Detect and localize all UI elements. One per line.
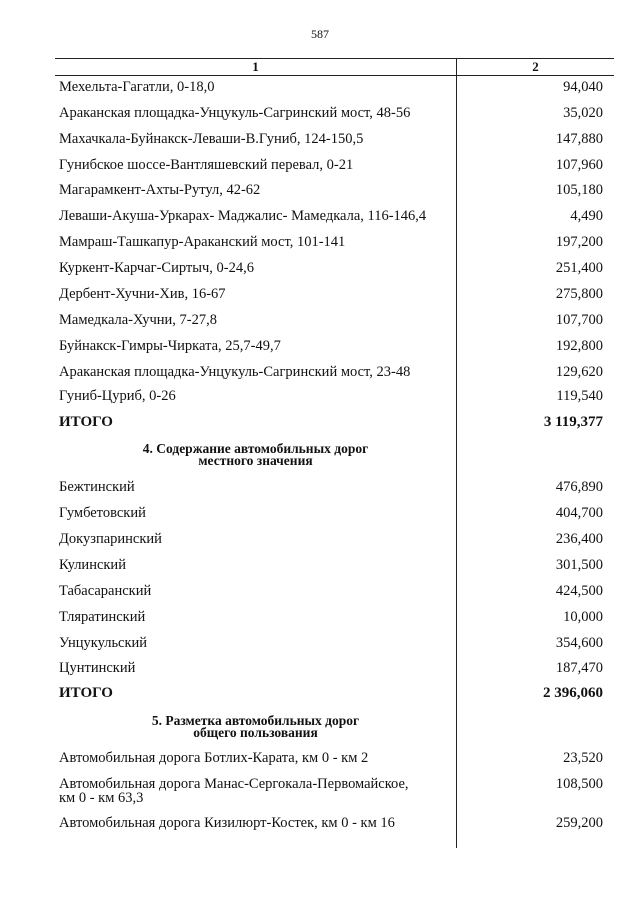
row-value: 105,180 <box>555 182 603 198</box>
section4-title-line1: 4. Содержание автомобильных дорог <box>142 441 369 456</box>
row-value: 187,470 <box>555 660 603 676</box>
header-col-1: 1 <box>252 59 259 74</box>
row-name: Унцукульский <box>59 635 148 651</box>
total-value: 2 396,060 <box>543 685 603 701</box>
row-name-line1: Автомобильная дорога Манас-Сергокала-Первомайское, <box>59 776 409 792</box>
page-number: 587 <box>311 27 329 41</box>
row-value: 251,400 <box>555 260 603 276</box>
row-value: 129,620 <box>555 364 603 380</box>
row-name: Мехельта-Гагатли, 0-18,0 <box>59 79 215 95</box>
row-name: Куркент-Карчаг-Сиртыч, 0-24,6 <box>59 260 254 276</box>
row-value: 119,540 <box>556 388 603 404</box>
row-name: Гунибское шоссе-Вантляшевский перевал, 0-21 <box>59 157 354 173</box>
row-value: 107,960 <box>555 157 603 173</box>
row-value: 424,500 <box>555 583 603 599</box>
row-value: 94,040 <box>563 79 603 95</box>
row-value: 236,400 <box>555 531 603 547</box>
row-value: 259,200 <box>555 815 603 831</box>
row-name: Леваши-Акуша-Уркарах- Маджалис- Мамедкала, 116-146,4 <box>59 208 427 224</box>
row-name: Буйнакск-Гимры-Чирката, 25,7-49,7 <box>59 338 281 354</box>
row-value: 10,000 <box>563 609 603 625</box>
column-divider <box>456 58 457 848</box>
table-header <box>55 58 614 76</box>
row-value: 23,520 <box>563 750 603 766</box>
row-value: 192,800 <box>555 338 603 354</box>
row-name-line2: км 0 - км 63,3 <box>59 790 144 806</box>
row-name: Араканская площадка-Унцукуль-Сагринский мост, 48-56 <box>59 105 411 121</box>
row-name: Бежтинский <box>59 479 135 495</box>
row-name: Магарамкент-Ахты-Рутул, 42-62 <box>59 182 261 198</box>
total-label: ИТОГО <box>59 685 113 701</box>
section4-title-line2: местного значения <box>198 453 313 468</box>
row-value: 301,500 <box>555 557 603 573</box>
row-name: Гумбетовский <box>59 505 146 521</box>
budget-table <box>55 58 614 848</box>
row-value: 35,020 <box>563 105 603 121</box>
row-name: Дербент-Хучни-Хив, 16-67 <box>59 286 226 302</box>
row-name: Махачкала-Буйнакск-Леваши-В.Гуниб, 124-150,5 <box>59 131 364 147</box>
row-value: 147,880 <box>555 131 603 147</box>
row-value: 354,600 <box>555 635 603 651</box>
row-value: 275,800 <box>555 286 603 302</box>
section5-title-line1: 5. Разметка автомобильных дорог <box>151 713 360 728</box>
total-value: 3 119,377 <box>543 414 603 430</box>
header-col-2: 2 <box>532 59 539 74</box>
row-name: Мамраш-Ташкапур-Араканский мост, 101-141 <box>59 234 346 250</box>
total-label: ИТОГО <box>59 414 113 430</box>
row-name: Табасаранский <box>59 583 152 599</box>
row-value: 404,700 <box>555 505 603 521</box>
row-name: Докузпаринский <box>59 531 162 547</box>
row-name: Мамедкала-Хучни, 7-27,8 <box>59 312 217 328</box>
row-value: 4,490 <box>570 208 603 224</box>
section5-title-line2: общего пользования <box>193 725 318 740</box>
row-value: 476,890 <box>555 479 603 495</box>
row-name: Автомобильная дорога Кизилюрт-Костек, км 0 - км 16 <box>59 815 395 831</box>
row-value: 197,200 <box>555 234 603 250</box>
row-name: Автомобильная дорога Ботлих-Карата, км 0 - км 2 <box>59 750 369 766</box>
row-name: Кулинский <box>59 557 126 573</box>
row-name: Цунтинский <box>59 660 136 676</box>
row-value: 107,700 <box>555 312 603 328</box>
row-value: 108,500 <box>555 776 603 792</box>
row-name: Араканская площадка-Унцукуль-Сагринский мост, 23-48 <box>59 364 411 380</box>
row-name: Тляратинский <box>59 609 146 625</box>
row-name: Гуниб-Цуриб, 0-26 <box>59 388 176 404</box>
